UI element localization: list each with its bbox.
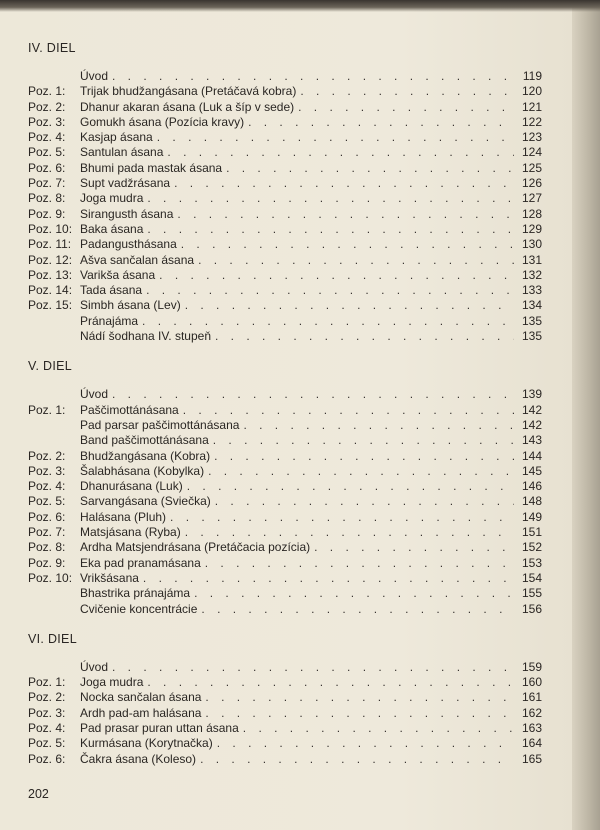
page-number: 202	[28, 787, 49, 801]
entry-page-number: 124	[521, 145, 542, 160]
entry-page-number: 134	[521, 298, 542, 313]
dot-leader	[157, 268, 514, 283]
dot-leader	[165, 145, 514, 160]
dot-leader	[185, 479, 514, 494]
entry-page-number: 143	[521, 433, 542, 448]
toc-entry	[28, 602, 542, 617]
entry-page-number: 130	[521, 237, 542, 252]
entry-title: Nádí šodhana IV. stupeň	[80, 329, 211, 344]
entry-position-label: Poz. 5:	[28, 494, 66, 509]
dot-leader	[145, 191, 514, 206]
dot-leader	[175, 207, 514, 222]
entry-page-number: 139	[521, 387, 542, 402]
entry-title: Ašva sančalan ásana	[80, 252, 195, 267]
entry-page-number: 149	[521, 509, 542, 524]
toc-entry	[28, 752, 542, 767]
dot-leader	[241, 721, 514, 736]
entry-position-label: Poz. 8:	[28, 191, 66, 206]
entry-title: Ardh pad-am halásana	[80, 705, 202, 720]
dot-leader	[110, 660, 514, 675]
toc-entry	[28, 329, 542, 344]
entry-position-label: Poz. 8:	[28, 540, 66, 555]
dot-leader	[212, 449, 514, 464]
entry-page-number: 165	[521, 751, 542, 766]
entry-position-label: Poz. 12:	[28, 252, 73, 267]
toc-entry	[28, 222, 542, 237]
dot-leader	[206, 464, 514, 479]
entry-title: Bhudžangásana (Kobra)	[80, 448, 211, 463]
toc-entry	[28, 100, 542, 115]
entry-title: Band paščimottánásana	[80, 433, 209, 448]
entry-page-number: 122	[521, 114, 542, 129]
dot-leader	[144, 283, 514, 298]
entry-title: Sarvangásana (Sviečka)	[80, 494, 211, 509]
dot-leader	[110, 387, 514, 402]
toc-entry	[28, 433, 542, 448]
entry-page-number: 159	[521, 659, 542, 674]
dot-leader	[246, 115, 514, 130]
page-top-edge	[0, 0, 600, 12]
entry-position-label: Poz. 3:	[28, 463, 66, 478]
toc-entry	[28, 571, 542, 586]
toc-entry	[28, 161, 542, 176]
toc-entry	[28, 237, 542, 252]
entry-title: Kasjap ásana	[80, 130, 153, 145]
entry-title: Paščimottánásana	[80, 402, 179, 417]
toc-entry	[28, 494, 542, 509]
entry-title: Úvod	[80, 387, 109, 402]
dot-leader	[203, 690, 514, 705]
entry-title: Tada ásana	[80, 283, 143, 298]
toc-entry	[28, 115, 542, 130]
entry-title: Varikša ásana	[80, 267, 156, 282]
entry-position-label: Poz. 7:	[28, 525, 66, 540]
entry-title: Šalabhásana (Kobylka)	[80, 463, 205, 478]
entry-position-label: Poz. 2:	[28, 99, 66, 114]
entry-page-number: 161	[521, 690, 542, 705]
entry-title: Simbh ásana (Lev)	[80, 298, 181, 313]
entry-title: Matsjásana (Ryba)	[80, 525, 181, 540]
toc-entry	[28, 418, 542, 433]
toc-section	[28, 631, 542, 767]
entry-title: Halásana (Pluh)	[80, 509, 167, 524]
entry-title: Bhastrika pránajáma	[80, 586, 191, 601]
entry-position-label: Poz. 10:	[28, 221, 73, 236]
toc-entry	[28, 736, 542, 751]
toc-entry	[28, 283, 542, 298]
toc-section	[28, 358, 542, 616]
entry-title: Úvod	[80, 69, 109, 83]
entry-title: Pránajáma	[80, 313, 139, 328]
entry-position-label: Poz. 1:	[28, 84, 66, 99]
dot-leader	[168, 510, 514, 525]
entry-position-label: Poz. 5:	[28, 145, 66, 160]
toc-entry	[28, 69, 542, 84]
entry-page-number: 125	[521, 160, 542, 175]
entry-page-number: 156	[521, 601, 542, 616]
entry-title: Sirangusth ásana	[80, 206, 174, 221]
entry-title: Cvičenie koncentrácie	[80, 601, 198, 616]
dot-leader	[298, 84, 514, 99]
toc-entry	[28, 298, 542, 313]
dot-leader	[183, 525, 514, 540]
entry-position-label: Poz. 3:	[28, 114, 66, 129]
entry-page-number: 144	[521, 448, 542, 463]
entry-position-label: Poz. 6:	[28, 509, 66, 524]
entry-position-label: Poz. 2:	[28, 690, 66, 705]
page-gutter-shadow	[572, 0, 600, 830]
dot-leader	[192, 586, 514, 601]
entry-title: Pad prasar puran uttan ásana	[80, 720, 239, 735]
toc-entry	[28, 207, 542, 222]
entry-page-number: 121	[521, 99, 542, 114]
entry-page-number: 123	[521, 130, 542, 145]
entry-page-number: 120	[521, 84, 542, 99]
entry-position-label: Poz. 4:	[28, 720, 66, 735]
entry-position-label: Poz. 13:	[28, 267, 73, 282]
toc-entry	[28, 525, 542, 540]
entry-page-number: 133	[521, 283, 542, 298]
entry-page-number: 131	[521, 252, 542, 267]
table-of-contents	[28, 40, 542, 781]
dot-leader	[181, 403, 514, 418]
entry-title: Joga mudra	[80, 191, 144, 206]
toc-entry	[28, 510, 542, 525]
dot-leader	[211, 433, 514, 448]
entry-page-number: 119	[522, 69, 542, 83]
entry-position-label: Poz. 4:	[28, 479, 66, 494]
toc-entry	[28, 176, 542, 191]
entry-title: Baka ásana	[80, 221, 144, 236]
toc-entry	[28, 586, 542, 601]
toc-entry	[28, 556, 542, 571]
entry-title: Dhanur akaran ásana (Luk a šíp v sede)	[80, 99, 295, 114]
dot-leader	[203, 706, 514, 721]
entry-page-number: 152	[521, 540, 542, 555]
entry-position-label: Poz. 10:	[28, 570, 73, 585]
entry-title: Gomukh ásana (Pozícia kravy)	[80, 114, 245, 129]
entry-position-label: Poz. 6:	[28, 751, 66, 766]
toc-entry	[28, 675, 542, 690]
entry-position-label: Poz. 9:	[28, 206, 66, 221]
section-title: VI. DIEL	[28, 631, 77, 646]
section-title: V. DIEL	[28, 359, 73, 374]
entry-position-label: Poz. 1:	[28, 675, 66, 690]
toc-entry	[28, 253, 542, 268]
toc-entry	[28, 690, 542, 705]
dot-leader	[179, 237, 514, 252]
entry-position-label: Poz. 11:	[28, 237, 72, 252]
entry-page-number: 163	[521, 720, 542, 735]
entry-page-number: 126	[521, 176, 542, 191]
entry-title: Santulan ásana	[80, 145, 164, 160]
dot-leader	[155, 130, 514, 145]
dot-leader	[145, 222, 514, 237]
entry-page-number: 164	[521, 736, 542, 751]
entry-position-label: Poz. 15:	[28, 298, 73, 313]
entry-page-number: 160	[521, 675, 542, 690]
entry-page-number: 145	[521, 463, 542, 478]
toc-entry	[28, 479, 542, 494]
entry-position-label: Poz. 7:	[28, 176, 66, 191]
entry-page-number: 129	[521, 221, 542, 236]
entry-position-label: Poz. 1:	[28, 402, 66, 417]
toc-entry	[28, 721, 542, 736]
entry-position-label: Poz. 4:	[28, 130, 66, 145]
entry-position-label: Poz. 9:	[28, 555, 66, 570]
entry-page-number: 154	[521, 570, 542, 585]
entry-title: Nocka sančalan ásana	[80, 690, 202, 705]
dot-leader	[296, 100, 514, 115]
entry-title: Supt vadžrásana	[80, 176, 171, 191]
dot-leader	[145, 675, 514, 690]
toc-entry	[28, 268, 542, 283]
entry-position-label: Poz. 6:	[28, 160, 66, 175]
entry-title: Čakra ásana (Koleso)	[80, 751, 197, 766]
entry-page-number: 135	[521, 313, 542, 328]
entry-page-number: 132	[521, 267, 542, 282]
entry-page-number: 148	[521, 494, 542, 509]
dot-leader	[140, 314, 514, 329]
dot-leader	[203, 556, 514, 571]
dot-leader	[196, 253, 514, 268]
entry-position-label: Poz. 3:	[28, 705, 66, 720]
entry-page-number: 128	[521, 206, 542, 221]
dot-leader	[215, 736, 514, 751]
entry-title: Trijak bhudžangásana (Pretáčavá kobra)	[80, 84, 297, 99]
entry-page-number: 151	[521, 525, 542, 540]
toc-section	[28, 40, 542, 344]
toc-entry	[28, 449, 542, 464]
toc-entry	[28, 464, 542, 479]
dot-leader	[110, 69, 514, 84]
toc-entry	[28, 387, 542, 402]
entry-title: Bhumi pada mastak ásana	[80, 160, 223, 175]
entry-title: Padangusthásana	[80, 237, 177, 252]
entry-title: Vrikšásana	[80, 570, 139, 585]
entry-title: Dhanurásana (Luk)	[80, 479, 183, 494]
toc-entry	[28, 314, 542, 329]
toc-entry	[28, 540, 542, 555]
dot-leader	[198, 752, 514, 767]
entry-page-number: 146	[521, 479, 542, 494]
entry-title: Ardha Matsjendrásana (Pretáčacia pozícia)	[80, 540, 311, 555]
entry-page-number: 153	[521, 555, 542, 570]
dot-leader	[213, 494, 514, 509]
entry-position-label: Poz. 5:	[28, 736, 66, 751]
entry-title: Kurmásana (Korytnačka)	[80, 736, 213, 751]
dot-leader	[141, 571, 514, 586]
toc-entry	[28, 191, 542, 206]
entry-page-number: 135	[521, 329, 542, 344]
dot-leader	[172, 176, 514, 191]
toc-entry	[28, 145, 542, 160]
toc-entry	[28, 403, 542, 418]
dot-leader	[213, 329, 514, 344]
dot-leader	[224, 161, 514, 176]
dot-leader	[199, 602, 514, 617]
entry-position-label: Poz. 2:	[28, 448, 66, 463]
toc-entry	[28, 130, 542, 145]
entry-page-number: 155	[521, 586, 542, 601]
entry-title: Eka pad pranamásana	[80, 555, 201, 570]
entry-title: Úvod	[80, 659, 109, 674]
entry-page-number: 162	[521, 705, 542, 720]
toc-entry	[28, 706, 542, 721]
entry-position-label: Poz. 14:	[28, 283, 73, 298]
dot-leader	[312, 540, 514, 555]
entry-page-number: 127	[521, 191, 542, 206]
toc-entry	[28, 84, 542, 99]
toc-entry	[28, 660, 542, 675]
section-title: IV. DIEL	[28, 41, 76, 55]
entry-title: Joga mudra	[80, 675, 144, 690]
entry-page-number: 142	[521, 417, 542, 432]
dot-leader	[241, 418, 514, 433]
entry-page-number: 142	[521, 402, 542, 417]
dot-leader	[183, 298, 514, 313]
entry-title: Pad parsar paščimottánásana	[80, 417, 240, 432]
